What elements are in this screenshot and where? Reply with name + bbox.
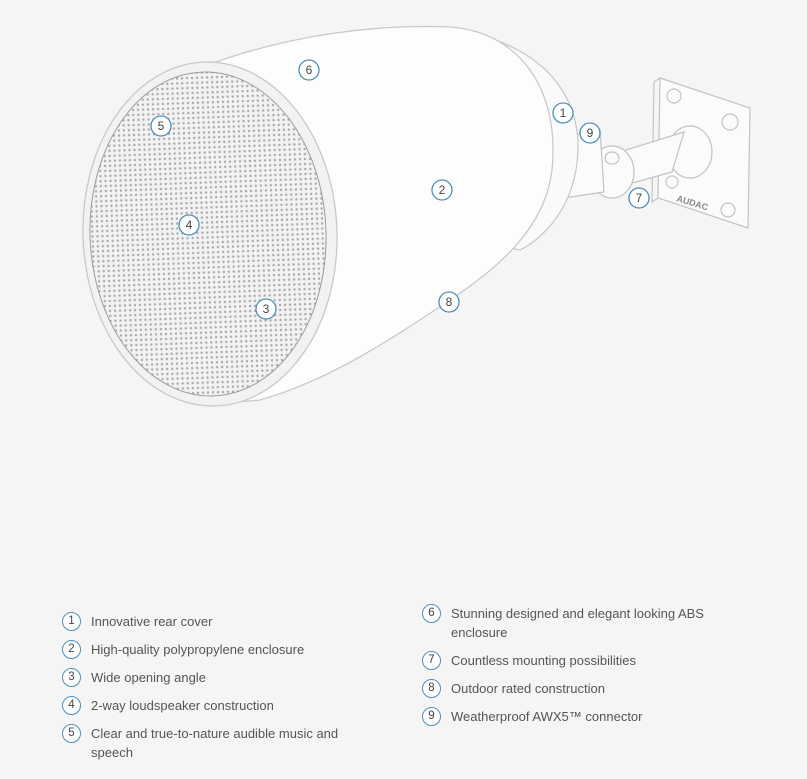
- bracket-screw-hole: [721, 203, 735, 217]
- feature-number: 6: [422, 604, 441, 623]
- feature-text: 2-way loudspeaker construction: [91, 698, 274, 713]
- feature-number: 9: [422, 707, 441, 726]
- feature-text: Weatherproof AWX5™ connector: [451, 709, 643, 724]
- feature-item: [62, 640, 362, 659]
- feature-number: 4: [62, 696, 81, 715]
- feature-item: [62, 724, 362, 762]
- callout-marker-7: [629, 188, 649, 208]
- feature-number: 2: [62, 640, 81, 659]
- feature-text: Stunning designed and elegant looking ABS enclosure: [451, 606, 704, 640]
- mount-screw: [605, 152, 619, 164]
- feature-item: [422, 604, 742, 642]
- feature-list-left: [62, 612, 362, 771]
- callout-marker-9: [580, 123, 600, 143]
- bracket-screw-hole: [666, 176, 678, 188]
- svg-text:7: 7: [635, 191, 643, 205]
- svg-text:3: 3: [262, 302, 270, 316]
- feature-number: 3: [62, 668, 81, 687]
- feature-item: [62, 668, 362, 687]
- bracket-screw-hole: [722, 114, 738, 130]
- bracket-screw-hole: [667, 89, 681, 103]
- feature-number: 5: [62, 724, 81, 743]
- feature-text: Innovative rear cover: [91, 614, 213, 629]
- callout-marker-6: [299, 60, 319, 80]
- svg-text:6: 6: [305, 63, 313, 77]
- feature-item: [422, 651, 742, 670]
- feature-list-right: [422, 604, 742, 735]
- svg-text:9: 9: [586, 126, 594, 140]
- feature-item: [62, 612, 362, 631]
- callout-marker-2: [432, 180, 452, 200]
- svg-text:1: 1: [559, 106, 567, 120]
- feature-number: 8: [422, 679, 441, 698]
- feature-number: 1: [62, 612, 81, 631]
- feature-item: [422, 679, 742, 698]
- feature-number: 7: [422, 651, 441, 670]
- svg-text:5: 5: [157, 119, 165, 133]
- svg-text:4: 4: [185, 218, 193, 232]
- callout-marker-5: [151, 116, 171, 136]
- callout-marker-8: [439, 292, 459, 312]
- feature-item: [422, 707, 742, 726]
- callout-marker-3: [256, 299, 276, 319]
- feature-item: [62, 696, 362, 715]
- feature-text: Outdoor rated construction: [451, 681, 605, 696]
- feature-text: High-quality polypropylene enclosure: [91, 642, 305, 657]
- bracket-brand-label: AUDAC: [675, 193, 710, 213]
- feature-text: Clear and true-to-nature audible music and speech: [91, 726, 339, 760]
- callout-marker-4: [179, 215, 199, 235]
- feature-text: Countless mounting possibilities: [451, 653, 636, 668]
- svg-text:8: 8: [445, 295, 453, 309]
- callout-marker-1: [553, 103, 573, 123]
- feature-text: Wide opening angle: [91, 670, 206, 685]
- svg-text:2: 2: [438, 183, 446, 197]
